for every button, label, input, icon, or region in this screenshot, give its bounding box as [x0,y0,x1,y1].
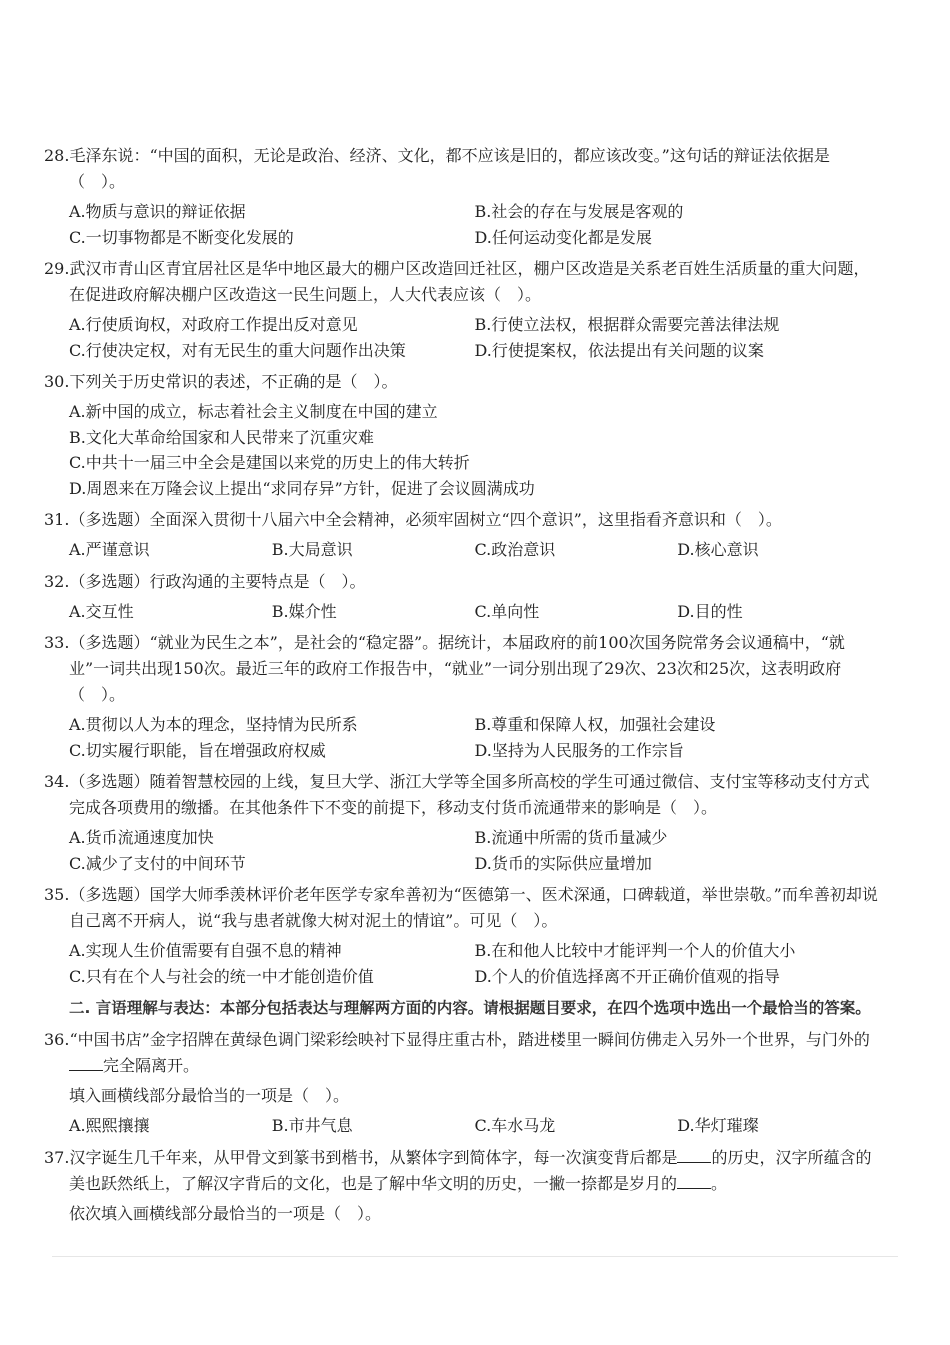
option-d[interactable]: D.任何运动变化都是发展 [474,227,652,247]
question-31 [44,507,880,563]
option-c[interactable]: C.单向性 [474,601,540,621]
option-d[interactable]: D.货币的实际供应量增加 [474,853,652,873]
question-text: （多选题）随着智慧校园的上线，复旦大学、浙江大学等全国多所高校的学生可通过微信、支付宝等移动支付方式完成各项费用的缴播。在其他条件下不变的前提下，移动支付货币流通带来的影响是（ ）。 [69,772,870,817]
question-list [44,143,880,989]
question-text-middle: 的历史，汉字所蕴含的美也跃然纸上，了解汉字背后的文化，也是了解中华文明的历史，一撇一捺都是岁月的 [69,1147,872,1193]
option-b[interactable]: B.尊重和保障人权，加强社会建设 [474,715,716,734]
option-d[interactable]: D.华灯璀璨 [677,1116,759,1135]
question-stem [44,1145,880,1197]
option-b[interactable]: B.大局意识 [271,540,353,559]
question-number: 31. [44,510,70,529]
option-group [44,399,880,501]
question-30 [44,369,880,501]
question-stem [44,569,880,595]
option-a[interactable]: A.交互性 [69,601,134,621]
option-c[interactable]: C.行使决定权，对有无民生的重大问题作出决策 [69,340,406,360]
option-c[interactable]: C.政治意识 [474,540,556,559]
question-number: 29. [44,259,70,278]
question-number: 28. [44,146,70,165]
question-text: 下列关于历史常识的表述，不正确的是（ ）。 [69,372,398,391]
option-c[interactable]: C.中共十一届三中全会是建国以来党的历史上的伟大转折 [69,453,470,472]
option-group [44,537,880,563]
option-group [44,599,880,625]
question-text-end: 完全隔离开。 [103,1056,200,1075]
option-d[interactable]: D.目的性 [677,601,743,621]
option-c[interactable]: C.减少了支付的中间环节 [69,853,246,873]
question-text: （多选题）全面深入贯彻十八届六中全会精神，必须牢固树立“四个意识”，这里指看齐意识和（ ）。 [69,510,782,529]
option-c[interactable]: C.切实履行职能，旨在增强政府权威 [69,740,326,760]
question-stem [44,143,880,195]
option-group [44,938,880,989]
question-text: （多选题）国学大师季羡林评价老年医学专家牟善初为“医德第一、医术深通，口碑载道，举世崇敬。”而牟善初却说自己离不开病人，说“我与患者就像大树对泥土的情谊”。可见（ ）。 [69,885,878,930]
question-stem [44,507,880,533]
option-a[interactable]: A.实现人生价值需要有自强不息的精神 [69,941,342,960]
question-number: 35. [44,885,70,904]
question-number: 32. [44,571,70,591]
question-stem [44,369,880,395]
question-33 [44,630,880,763]
question-instruction: 依次填入画横线部分最恰当的一项是（ ）。 [69,1203,382,1223]
option-a[interactable]: A.货币流通速度加快 [69,828,214,847]
question-35 [44,882,880,989]
fill-blank-2[interactable] [677,1173,711,1189]
option-group [44,825,880,876]
option-a[interactable]: A.贯彻以人为本的理念，坚持情为民所系 [69,715,358,734]
question-number: 34. [44,772,70,791]
question-29 [44,256,880,363]
question-stem [44,1027,880,1079]
question-36 [44,1027,880,1139]
option-b[interactable]: B.社会的存在与发展是客观的 [474,202,684,221]
option-c[interactable]: C.只有在个人与社会的统一中才能创造价值 [69,966,374,986]
option-a[interactable]: A.熙熙攘攘 [69,1116,150,1135]
question-number: 36. [44,1030,70,1049]
question-stem [44,769,880,821]
question-28 [44,143,880,250]
question-text-end: 。 [711,1173,728,1193]
question-text: 汉字诞生几千年来，从甲骨文到篆书到楷书，从繁体字到简体字，每一次演变背后都是 [69,1147,678,1167]
option-b[interactable]: B.行使立法权，根据群众需要完善法律法规 [474,315,780,334]
option-a[interactable]: A.新中国的成立，标志着社会主义制度在中国的建立 [69,402,438,421]
option-group [44,1113,880,1139]
question-number: 30. [44,372,70,391]
question-stem [44,256,880,308]
footer-divider [52,1256,898,1257]
option-d[interactable]: D.个人的价值选择离不开正确价值观的指导 [474,966,780,986]
option-group [44,199,880,250]
question-stem [44,882,880,934]
question-text: （多选题）行政沟通的主要特点是（ ）。 [69,571,366,591]
section-heading: 二. 言语理解与表达：本部分包括表达与理解两方面的内容。请根据题目要求，在四个选项中选出一个最恰当的答案。 [69,999,871,1017]
question-text: 毛泽东说：“中国的面积，无论是政治、经济、文化，都不应该是旧的，都应该改变。”这句话的辩证法依据是（ ）。 [69,146,830,191]
question-37 [44,1145,880,1227]
question-32 [44,569,880,625]
question-text: （多选题）“就业为民生之本”，是社会的“稳定器”。据统计，本届政府的前100次国务院常务会议通稿中，“就业”一词共出现150次。最近三年的政府工作报告中，“就业”一词分别出现了29次、23次和25次，这表明政府（ ）。 [69,633,845,704]
option-b[interactable]: B.在和他人比较中才能评判一个人的价值大小 [474,941,796,960]
question-number: 37. [44,1147,70,1167]
option-b[interactable]: B.流通中所需的货币量减少 [474,828,668,847]
option-d[interactable]: D.周恩来在万隆会议上提出“求同存异”方针，促进了会议圆满成功 [69,478,535,498]
option-b[interactable]: B.市井气息 [271,1116,353,1135]
option-group [44,312,880,363]
question-number: 33. [44,633,70,652]
option-a[interactable]: A.严谨意识 [69,540,150,559]
exam-page [44,143,880,1231]
option-a[interactable]: A.物质与意识的辩证依据 [69,202,246,221]
question-instruction: 填入画横线部分最恰当的一项是（ ）。 [69,1086,350,1105]
option-c[interactable]: C.车水马龙 [474,1116,556,1135]
option-d[interactable]: D.核心意识 [677,540,759,559]
option-a[interactable]: A.行使质询权，对政府工作提出反对意见 [69,315,358,334]
option-b[interactable]: B.媒介性 [271,601,337,621]
fill-blank-1[interactable] [677,1147,711,1163]
option-group [44,712,880,763]
question-text: “中国书店”金字招牌在黄绿色调门梁彩绘映衬下显得庄重古朴，踏进楼里一瞬间仿佛走入另外一个世界，与门外的 [69,1030,870,1049]
question-text: 武汉市青山区青宜居社区是华中地区最大的棚户区改造回迁社区，棚户区改造是关系老百姓生活质量的重大问题，在促进政府解决棚户区改造这一民生问题上，人大代表应该（ ）。 [69,259,870,304]
option-c[interactable]: C.一切事物都是不断变化发展的 [69,227,294,247]
fill-blank[interactable] [69,1055,103,1071]
option-b[interactable]: B.文化大革命给国家和人民带来了沉重灾难 [69,427,374,447]
question-stem [44,630,880,708]
option-d[interactable]: D.坚持为人民服务的工作宗旨 [474,740,684,760]
option-d[interactable]: D.行使提案权，依法提出有关问题的议案 [474,340,764,360]
question-34 [44,769,880,876]
